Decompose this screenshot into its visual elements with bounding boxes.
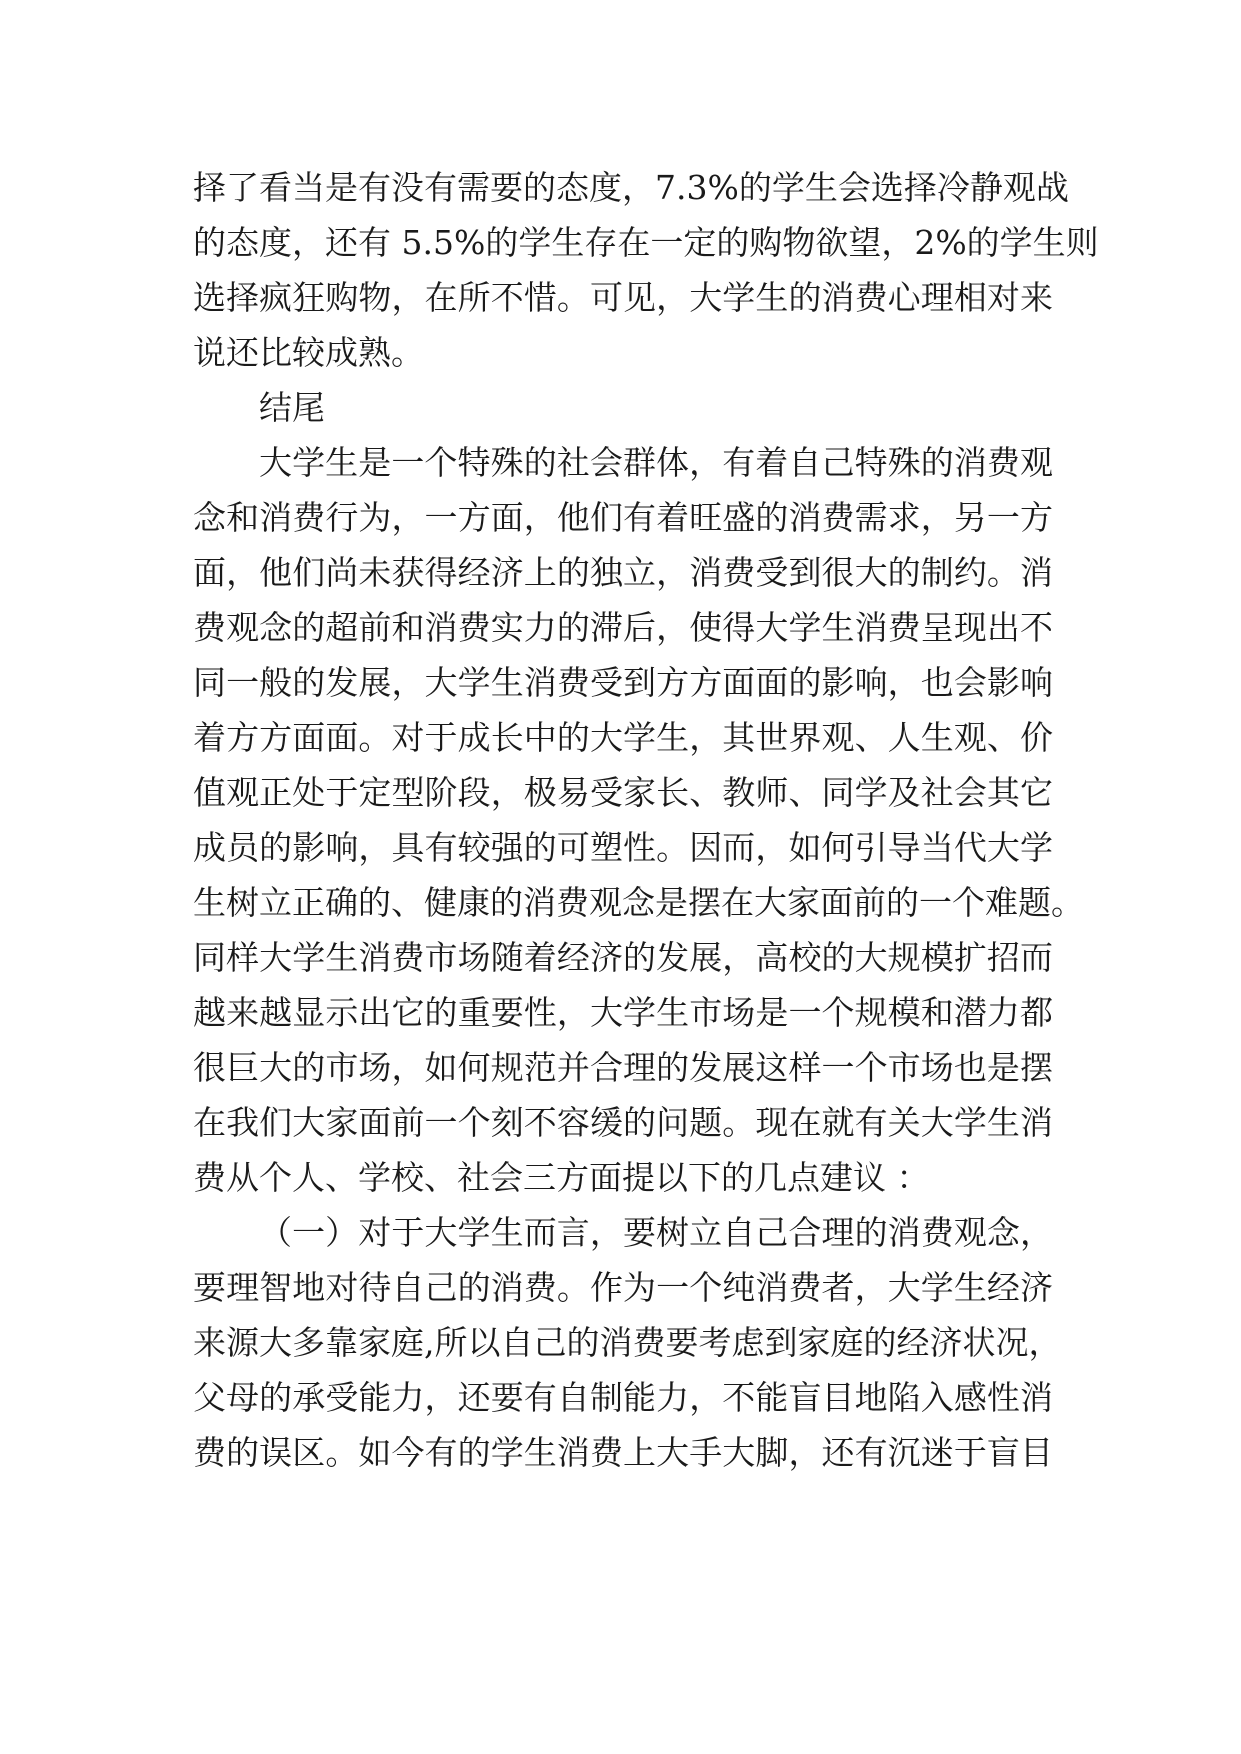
text-line: 费从个人、学校、社会三方面提以下的几点建议 ： — [193, 1158, 930, 1197]
text-line: 费的误区。如今有的学生消费上大手大脚，还有沉迷于盲目 — [193, 1433, 1053, 1472]
text-line: 念和消费行为，一方面，他们有着旺盛的消费需求，另一方 — [193, 498, 1053, 537]
text-line: 面，他们尚未获得经济上的独立，消费受到很大的制约。消 — [193, 553, 1053, 592]
text-line: 成员的影响，具有较强的可塑性。因而，如何引导当代大学 — [193, 828, 1053, 867]
text-line: 要理智地对待自己的消费。作为一个纯消费者，大学生经济 — [193, 1268, 1053, 1307]
text-line: 费观念的超前和消费实力的滞后，使得大学生消费呈现出不 — [193, 608, 1053, 647]
text-line: （一）对于大学生而言，要树立自己合理的消费观念， — [259, 1213, 1053, 1252]
text-line: 来源大多靠家庭,所以自己的消费要考虑到家庭的经济状况， — [193, 1323, 1062, 1362]
document-body — [193, 160, 1099, 1480]
text-line: 值观正处于定型阶段，极易受家长、教师、同学及社会其它 — [193, 773, 1053, 812]
text-line: 父母的承受能力，还要有自制能力，不能盲目地陷入感性消 — [193, 1378, 1053, 1417]
text-line: 很巨大的市场，如何规范并合理的发展这样一个市场也是摆 — [193, 1048, 1053, 1087]
text-line: 生树立正确的、健康的消费观念是摆在大家面前的一个难题。 — [193, 883, 1084, 922]
text-line: 说还比较成熟。 — [193, 333, 424, 372]
section-heading: 结尾 — [259, 388, 325, 427]
text-line: 择了看当是有没有需要的态度，7.3%的学生会选择冷静观战 — [193, 168, 1069, 207]
text-line: 同一般的发展，大学生消费受到方方面面的影响，也会影响 — [193, 663, 1053, 702]
text-line: 的态度，还有 5.5%的学生存在一定的购物欲望，2%的学生则 — [193, 223, 1099, 262]
text-line: 选择疯狂购物，在所不惜。可见，大学生的消费心理相对来 — [193, 278, 1053, 317]
text-line: 越来越显示出它的重要性，大学生市场是一个规模和潜力都 — [193, 993, 1053, 1032]
text-line: 着方方面面。对于成长中的大学生，其世界观、人生观、价 — [193, 718, 1053, 757]
text-line: 在我们大家面前一个刻不容缓的问题。现在就有关大学生消 — [193, 1103, 1053, 1142]
text-line: 同样大学生消费市场随着经济的发展，高校的大规模扩招而 — [193, 938, 1053, 977]
text-line: 大学生是一个特殊的社会群体，有着自己特殊的消费观 — [259, 443, 1053, 482]
